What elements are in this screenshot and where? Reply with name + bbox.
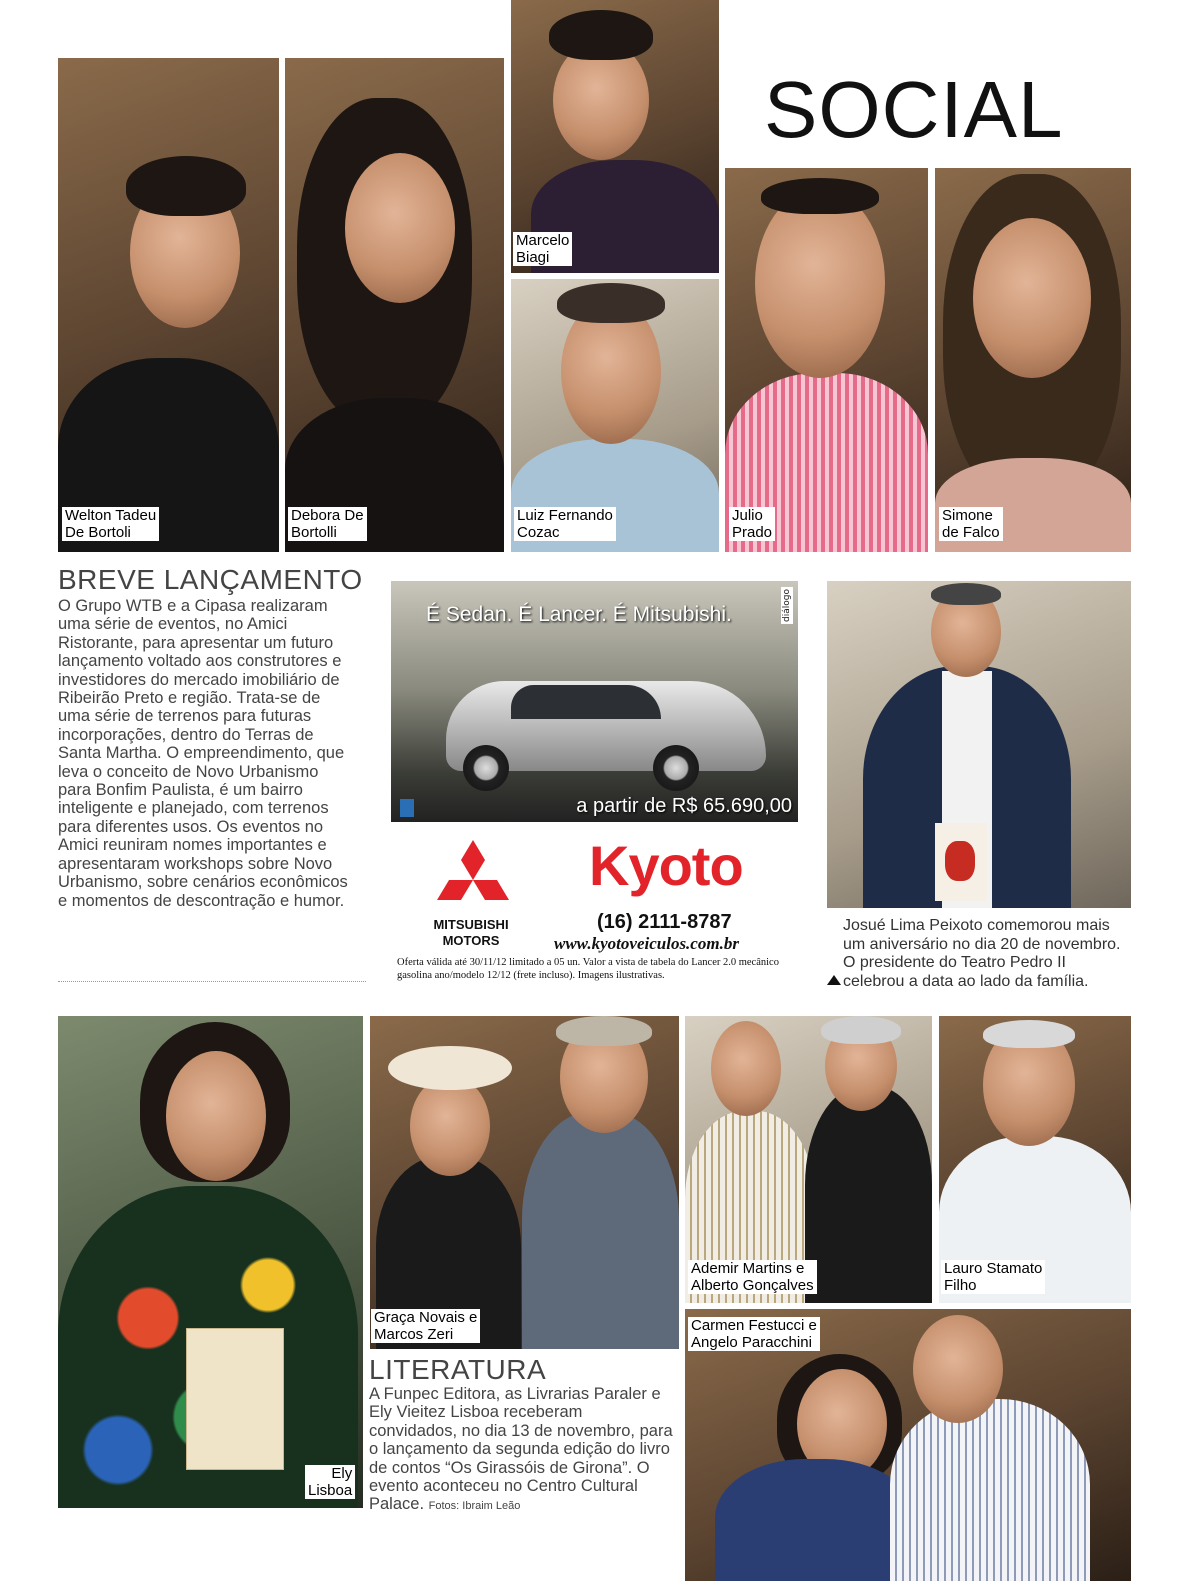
mitsubishi-brand-text: MITSUBISHI MOTORS [433,917,509,948]
dealer-phone[interactable]: (16) 2111-8787 [597,911,732,933]
arrow-up-icon [827,975,841,985]
page-title: SOCIAL [764,65,1064,154]
photo-ely [58,1016,363,1508]
caption-julio: Julio Prado [729,507,775,541]
caption-welton: Welton Tadeu De Bortoli [62,507,159,541]
caption-ely: Ely Lisboa [305,1465,355,1499]
ad-badge-icon [400,799,414,817]
caption-luiz: Luiz Fernando Cozac [514,507,616,541]
caption-lauro: Lauro Stamato Filho [941,1260,1045,1294]
photo-graca-marcos [370,1016,679,1349]
car-wheel-front [463,745,509,791]
caption-graca: Graça Novais e Marcos Zeri [371,1309,480,1343]
caption-debora: Debora De Bortolli [288,507,367,541]
ad-fine-print: Oferta válida até 30/11/12 limitado a 05 un. Valor a vista de tabela do Lancer 2.0 mecânico gasolina ano/modelo 12/12 (frete incluso). Imagens ilustrativas. [397,957,779,981]
literatura-title: LITERATURA [369,1354,547,1385]
ad-car-photo [391,581,798,822]
photo-welton [58,58,279,552]
breve-text: O Grupo WTB e a Cipasa realizaram uma série de eventos, no Amici Ristorante, para apresentar um futuro lançamento voltado aos construtores e investidores do mercado imobiliário de Ribeirão Preto e região. Trata-se de uma série de terrenos para futuras incorporações, dentro do Terras de Santa Martha. O empreendimento, que leva o conceito de Novo Urbanismo para Bonfim Paulista, é um bairro inteligente e planejado, com terrenos para diferentes usos. Os eventos no Amici reuniram nomes importantes e apresentaram workshops sobre Novo Urbanismo, sobre cenários econômicos e momentos de descontração e humor. [58,597,348,910]
breve-title: BREVE LANÇAMENTO [58,564,363,595]
photo-credit: Fotos: Ibraim Leão [428,1500,521,1513]
mitsubishi-logo-icon [429,838,517,914]
caption-marcelo: Marcelo Biagi [513,232,572,266]
photo-julio [725,168,928,552]
ad-headline: É Sedan. É Lancer. É Mitsubishi. [426,603,732,626]
car-window [511,685,661,719]
caption-carmen: Carmen Festucci e Angelo Paracchini [688,1317,820,1351]
caption-simone: Simone de Falco [939,507,1003,541]
photo-simone [935,168,1131,552]
dealer-name: Kyoto [589,834,743,897]
ad-agency-label: diálogo [782,589,792,622]
ad-price: a partir de R$ 65.690,00 [576,795,792,817]
book-shape [935,823,987,901]
car-wheel-rear [653,745,699,791]
section-divider [58,981,366,982]
book-girassois [186,1328,284,1470]
mitsubishi-kyoto-ad[interactable] [391,581,798,985]
caption-josue: Josué Lima Peixoto comemorou mais um aniversário no dia 20 de novembro. O presidente do Teatro Pedro II celebrou a data ao lado da família. [827,917,1121,991]
hat-shape [388,1046,512,1090]
photo-josue [827,581,1131,908]
photo-debora [285,58,504,552]
dealer-website[interactable]: www.kyotoveiculos.com.br [554,934,739,953]
literatura-text: A Funpec Editora, as Livrarias Paraler e Ely Vieitez Lisboa receberam convidados, no dia 13 de novembro, para o lançamento da segunda edição do livro de contos “Os Girassóis de Girona”. O evento aconteceu no Centro Cultural Palace. Fotos: Ibraim Leão [369,1385,673,1514]
caption-ademir: Ademir Martins e Alberto Gonçalves [688,1260,817,1294]
